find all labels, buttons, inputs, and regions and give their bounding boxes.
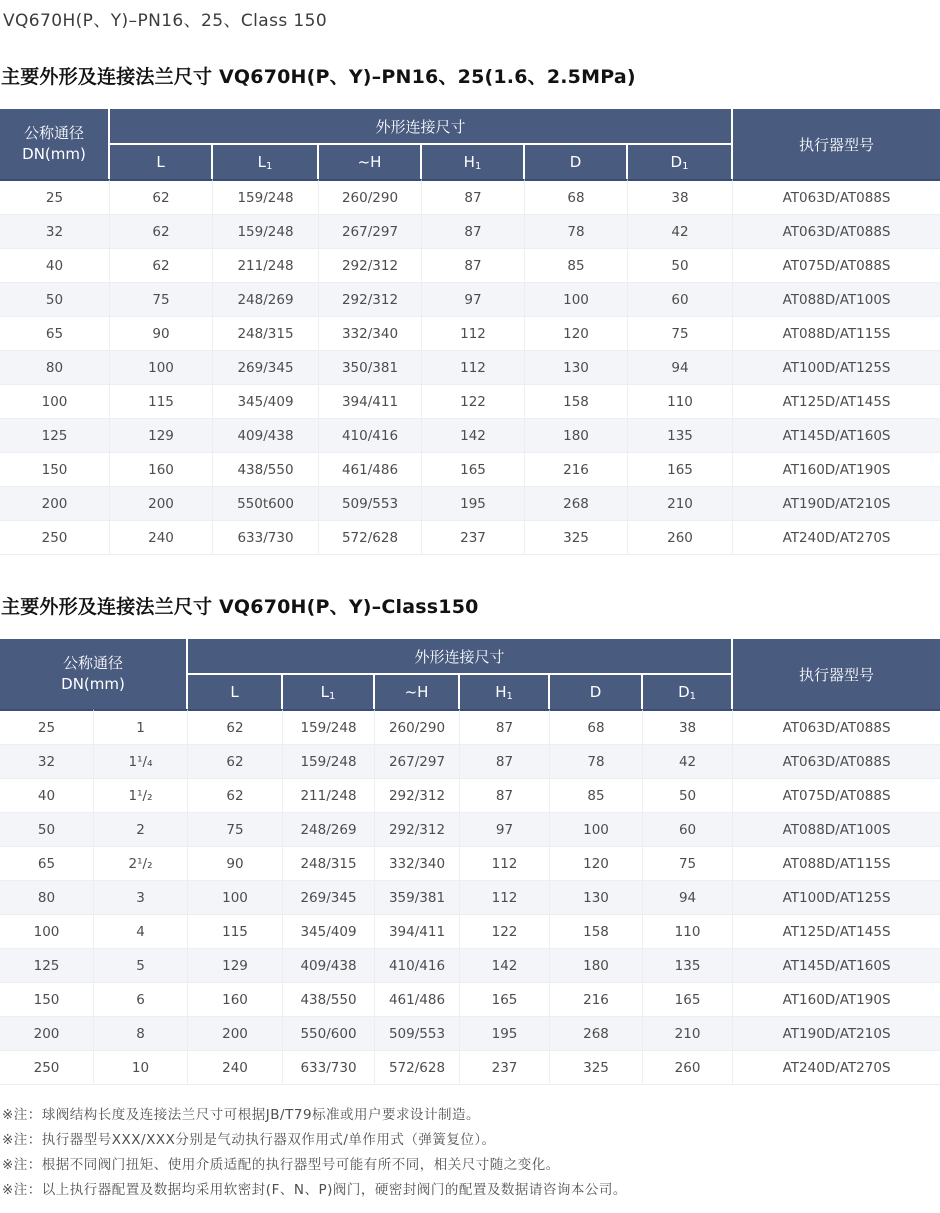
actuator-column-header: 执行器型号 (733, 109, 940, 179)
table-cell: 40 (0, 779, 94, 813)
table-cell: 130 (525, 351, 628, 385)
table-cell: 292/312 (375, 779, 460, 813)
table-cell: 550/600 (283, 1017, 375, 1051)
table-cell: 42 (643, 745, 733, 779)
table-cell: 38 (628, 179, 733, 215)
table-cell: 260/290 (375, 709, 460, 745)
table-cell: 65 (0, 847, 94, 881)
table-cell: AT100D/AT125S (733, 351, 940, 385)
table-cell: 142 (422, 419, 525, 453)
table-cell: AT160D/AT190S (733, 983, 940, 1017)
col-header-L: L (188, 675, 283, 709)
table-cell: 394/411 (319, 385, 422, 419)
table-cell: 292/312 (319, 249, 422, 283)
table-cell: AT125D/AT145S (733, 915, 940, 949)
table-cell: 122 (460, 915, 550, 949)
table-cell: 32 (0, 745, 94, 779)
table-cell: 125 (0, 949, 94, 983)
table-cell: 50 (643, 779, 733, 813)
table-cell: AT088D/AT100S (733, 283, 940, 317)
table2-header (0, 639, 940, 709)
table-row (0, 283, 940, 317)
col-header-D: D (525, 145, 628, 179)
table-cell: 260 (628, 521, 733, 555)
dn-column-header (0, 639, 188, 709)
table-cell: 200 (0, 1017, 94, 1051)
table-cell: 633/730 (283, 1051, 375, 1085)
table-cell: 325 (550, 1051, 643, 1085)
table-row (0, 779, 940, 813)
table-cell: 80 (0, 351, 110, 385)
table-cell: 345/409 (213, 385, 319, 419)
dimensions-group-header: 外形连接尺寸 (188, 639, 733, 675)
table-row (0, 709, 940, 745)
table-cell: 158 (525, 385, 628, 419)
footnote: ※注：执行器型号XXX/XXX分别是气动执行器双作用式/单作用式（弹簧复位）。 (2, 1132, 496, 1148)
table-cell: 325 (525, 521, 628, 555)
table-cell: 94 (628, 351, 733, 385)
table-cell: 2¹/₂ (94, 847, 188, 881)
table-cell: 87 (460, 709, 550, 745)
table-cell: 292/312 (319, 283, 422, 317)
table-cell: 267/297 (319, 215, 422, 249)
col-header-L1: $L_1$ (213, 145, 319, 179)
col-header-L1: $L_1$ (283, 675, 375, 709)
table-row (0, 215, 940, 249)
table-cell: AT145D/AT160S (733, 949, 940, 983)
table-cell: 409/438 (283, 949, 375, 983)
table-cell: 112 (460, 847, 550, 881)
table-cell: 572/628 (375, 1051, 460, 1085)
table-cell: 633/730 (213, 521, 319, 555)
table-cell: 122 (422, 385, 525, 419)
table-cell: 50 (628, 249, 733, 283)
table-cell: 25 (0, 709, 94, 745)
table-cell: 100 (525, 283, 628, 317)
table-cell: 159/248 (213, 179, 319, 215)
table-row (0, 179, 940, 215)
table-cell: 461/486 (375, 983, 460, 1017)
table-cell: 410/416 (375, 949, 460, 983)
table-cell: 62 (188, 709, 283, 745)
table-cell: 210 (643, 1017, 733, 1051)
table-row (0, 745, 940, 779)
table-cell: 112 (422, 317, 525, 351)
table-cell: 85 (550, 779, 643, 813)
table-cell: 1¹/₄ (94, 745, 188, 779)
table-cell: 150 (0, 983, 94, 1017)
table-cell: 65 (0, 317, 110, 351)
table-cell: 509/553 (375, 1017, 460, 1051)
table-cell: 394/411 (375, 915, 460, 949)
table-cell: 159/248 (283, 709, 375, 745)
col-header-L: L (110, 145, 213, 179)
table-cell: 269/345 (283, 881, 375, 915)
table-cell: AT063D/AT088S (733, 215, 940, 249)
table-row (0, 949, 940, 983)
table-row (0, 317, 940, 351)
table-cell: 94 (643, 881, 733, 915)
table-cell: 409/438 (213, 419, 319, 453)
table-cell: 359/381 (375, 881, 460, 915)
table-cell: 120 (525, 317, 628, 351)
table-cell: 100 (110, 351, 213, 385)
table-cell: 410/416 (319, 419, 422, 453)
class150-dimensions-table (0, 639, 940, 1085)
table-cell: 438/550 (213, 453, 319, 487)
footnote: ※注：根据不同阀门扭矩、使用介质适配的执行器型号可能有所不同，相关尺寸随之变化。 (2, 1157, 560, 1173)
table-cell: 200 (0, 487, 110, 521)
table-cell: 211/248 (283, 779, 375, 813)
table-cell: 135 (643, 949, 733, 983)
table-cell: AT088D/AT100S (733, 813, 940, 847)
table-cell: AT160D/AT190S (733, 453, 940, 487)
dn-header-line1: 公称通径 (63, 654, 124, 672)
table-row (0, 1051, 940, 1085)
table-cell: 159/248 (213, 215, 319, 249)
table-cell: 38 (643, 709, 733, 745)
section1-heading: 主要外形及连接法兰尺寸 VQ670H(P、Y)–PN16、25(1.6、2.5MPa) (1, 66, 636, 88)
table-cell: 165 (643, 983, 733, 1017)
col-header-H: ~H (319, 145, 422, 179)
footnote: ※注：球阀结构长度及连接法兰尺寸可根据JB/T79标准或用户要求设计制造。 (2, 1107, 481, 1123)
table-cell: 237 (422, 521, 525, 555)
table-cell: 438/550 (283, 983, 375, 1017)
table-cell: 62 (188, 779, 283, 813)
table-cell: 85 (525, 249, 628, 283)
table-cell: 87 (460, 745, 550, 779)
actuator-column-header: 执行器型号 (733, 639, 940, 709)
table-cell: 509/553 (319, 487, 422, 521)
table-cell: 180 (550, 949, 643, 983)
table-cell: 75 (110, 283, 213, 317)
table-cell: 5 (94, 949, 188, 983)
col-header-D1: $D_1$ (643, 675, 733, 709)
table-cell: 158 (550, 915, 643, 949)
table-cell: 87 (422, 249, 525, 283)
table-cell: 150 (0, 453, 110, 487)
table-cell: 90 (188, 847, 283, 881)
table-cell: 120 (550, 847, 643, 881)
table-cell: 80 (0, 881, 94, 915)
table-cell: AT075D/AT088S (733, 249, 940, 283)
table-cell: 550t600 (213, 487, 319, 521)
table-cell: 10 (94, 1051, 188, 1085)
table-cell: 50 (0, 283, 110, 317)
table-cell: 240 (188, 1051, 283, 1085)
table-cell: 200 (188, 1017, 283, 1051)
table-row (0, 351, 940, 385)
table-cell: 97 (422, 283, 525, 317)
table-row (0, 385, 940, 419)
table-cell: 332/340 (375, 847, 460, 881)
footnotes (2, 1103, 940, 1203)
col-header-H1: $H_1$ (422, 145, 525, 179)
table-cell: 87 (460, 779, 550, 813)
table-cell: 332/340 (319, 317, 422, 351)
table-cell: 1 (94, 709, 188, 745)
table-cell: 210 (628, 487, 733, 521)
table-cell: 62 (110, 215, 213, 249)
table-cell: 60 (628, 283, 733, 317)
dn-header-line1: 公称通径 (23, 124, 84, 142)
table1-header (0, 109, 940, 179)
table-cell: AT240D/AT270S (733, 521, 940, 555)
table-cell: 135 (628, 419, 733, 453)
table-cell: AT063D/AT088S (733, 709, 940, 745)
table-cell: 345/409 (283, 915, 375, 949)
table-cell: 240 (110, 521, 213, 555)
dn-header-line2: DN(mm) (22, 145, 86, 163)
table-cell: 165 (422, 453, 525, 487)
table-cell: 75 (628, 317, 733, 351)
table-cell: 25 (0, 179, 110, 215)
table-row (0, 813, 940, 847)
col-header-D1: $D_1$ (628, 145, 733, 179)
col-header-H1: $H_1$ (460, 675, 550, 709)
table2-body (0, 709, 940, 1085)
table-cell: 75 (188, 813, 283, 847)
table-cell: 100 (0, 915, 94, 949)
table-cell: 8 (94, 1017, 188, 1051)
table-row (0, 487, 940, 521)
table-cell: 250 (0, 1051, 94, 1085)
table-cell: 159/248 (283, 745, 375, 779)
table-cell: AT100D/AT125S (733, 881, 940, 915)
table-cell: 90 (110, 317, 213, 351)
table-cell: 62 (110, 249, 213, 283)
table-cell: 130 (550, 881, 643, 915)
table-cell: 112 (460, 881, 550, 915)
table-cell: 572/628 (319, 521, 422, 555)
table-row (0, 419, 940, 453)
dimensions-group-header: 外形连接尺寸 (110, 109, 733, 145)
table-cell: 216 (525, 453, 628, 487)
col-header-H: ~H (375, 675, 460, 709)
table-cell: 112 (422, 351, 525, 385)
section2-heading: 主要外形及连接法兰尺寸 VQ670H(P、Y)–Class150 (1, 596, 479, 618)
table-cell: 2 (94, 813, 188, 847)
table-cell: 260/290 (319, 179, 422, 215)
table-cell: 100 (0, 385, 110, 419)
table-cell: 78 (550, 745, 643, 779)
footnote: ※注：以上执行器配置及数据均采用软密封(F、N、P)阀门，硬密封阀门的配置及数据请咨询本公司。 (2, 1182, 627, 1198)
table-row (0, 249, 940, 283)
table-cell: 250 (0, 521, 110, 555)
table-row (0, 521, 940, 555)
table-cell: 269/345 (213, 351, 319, 385)
table-cell: 42 (628, 215, 733, 249)
table-cell: 4 (94, 915, 188, 949)
table-cell: 50 (0, 813, 94, 847)
table-cell: AT190D/AT210S (733, 1017, 940, 1051)
table-cell: 68 (525, 179, 628, 215)
table-cell: 195 (460, 1017, 550, 1051)
table-cell: 195 (422, 487, 525, 521)
table-row (0, 1017, 940, 1051)
table-cell: 110 (628, 385, 733, 419)
table-cell: 160 (110, 453, 213, 487)
page-title: VQ670H(P、Y)–PN16、25、Class 150 (3, 11, 328, 31)
table-row (0, 915, 940, 949)
table-cell: AT190D/AT210S (733, 487, 940, 521)
table-cell: 87 (422, 215, 525, 249)
table-cell: 78 (525, 215, 628, 249)
table-cell: AT088D/AT115S (733, 847, 940, 881)
table-cell: AT063D/AT088S (733, 179, 940, 215)
table-cell: 129 (110, 419, 213, 453)
table-cell: AT075D/AT088S (733, 779, 940, 813)
table-cell: AT240D/AT270S (733, 1051, 940, 1085)
table-row (0, 453, 940, 487)
table-cell: 160 (188, 983, 283, 1017)
table-cell: 40 (0, 249, 110, 283)
table-row (0, 983, 940, 1017)
table-cell: 62 (188, 745, 283, 779)
col-header-D: D (550, 675, 643, 709)
table-row (0, 881, 940, 915)
table-cell: 180 (525, 419, 628, 453)
table-cell: 237 (460, 1051, 550, 1085)
table-cell: 260 (643, 1051, 733, 1085)
table-cell: AT088D/AT115S (733, 317, 940, 351)
table-row (0, 847, 940, 881)
table-cell: 292/312 (375, 813, 460, 847)
table-cell: 461/486 (319, 453, 422, 487)
table-cell: 267/297 (375, 745, 460, 779)
table-cell: 200 (110, 487, 213, 521)
dn-header-line2: DN(mm) (61, 675, 125, 693)
table-cell: 268 (525, 487, 628, 521)
table-cell: 115 (188, 915, 283, 949)
table-cell: AT145D/AT160S (733, 419, 940, 453)
table-cell: 1¹/₂ (94, 779, 188, 813)
table1-body (0, 179, 940, 555)
table-cell: 165 (628, 453, 733, 487)
table-cell: 115 (110, 385, 213, 419)
table-cell: AT063D/AT088S (733, 745, 940, 779)
table-cell: 68 (550, 709, 643, 745)
table-cell: 248/269 (213, 283, 319, 317)
table-cell: 97 (460, 813, 550, 847)
table-cell: 87 (422, 179, 525, 215)
table-cell: 350/381 (319, 351, 422, 385)
table-cell: 6 (94, 983, 188, 1017)
table-cell: 75 (643, 847, 733, 881)
dn-column-header (0, 109, 110, 179)
table-cell: 248/269 (283, 813, 375, 847)
table-cell: 60 (643, 813, 733, 847)
table-cell: 110 (643, 915, 733, 949)
table-cell: 211/248 (213, 249, 319, 283)
table-cell: 248/315 (283, 847, 375, 881)
table-cell: 268 (550, 1017, 643, 1051)
table-cell: 129 (188, 949, 283, 983)
pn16-25-dimensions-table (0, 109, 940, 555)
table-cell: 248/315 (213, 317, 319, 351)
table-cell: 100 (550, 813, 643, 847)
table-cell: 100 (188, 881, 283, 915)
table-cell: 32 (0, 215, 110, 249)
table-cell: 142 (460, 949, 550, 983)
table-cell: 3 (94, 881, 188, 915)
table-cell: AT125D/AT145S (733, 385, 940, 419)
table-cell: 165 (460, 983, 550, 1017)
table-cell: 62 (110, 179, 213, 215)
table-cell: 125 (0, 419, 110, 453)
table-cell: 216 (550, 983, 643, 1017)
